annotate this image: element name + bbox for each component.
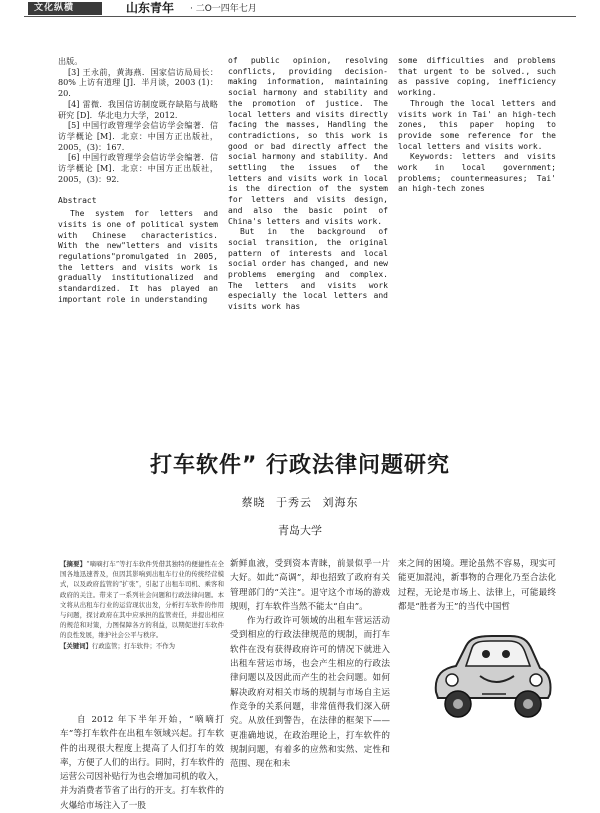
- abstract-paragraph: of public opinion, resolving conflicts, providing decision-making information, maintaining social harmony and stability and the promotion of justice. The local letters and visits directly facing the masses, Handling the contradictions, so this work is good or bad directly affect the social harmony and stability. And settling the issues of the letters and visits work in local is the direction of the system for letters and visits design, and also the basic point of China's letters and visits work.: [228, 56, 388, 226]
- body-paragraph: 作为行政许可领域的出租车营运活动受到相应的行政法律规范的规制，而打车软件在没有获得政府许可的情况下就进入出租车营运市场，也会产生相应的行政法律问题以及因此而产生的社会问题。如何解决政府对相关市场的规制与市场自主运作竞争的关系问题，非常值得我们深入研究。从放任到警告，在法律的框架下——更准确地说，在政治理论上，打车软件的规制问题，有着多的应然和实然、定性和范围、现在和未: [230, 616, 390, 770]
- abstract-body: “嘀嘀打车”等打车软件凭借其独特的便捷性在全国各地迅速普及，但因其影响到出租车行业的传统经营模式，以及政府监管的“扩张”，引起了出租车司机、乘客和政府的关注。带来了一系列社会问题和行政法律问题。本文将从出租车行业的运营现状出发，分析打车软件的作用与问题，探讨政府在其中应承担的监管责任，并提出相应的规范和对策，力图保障各方的利益，以期促进打车软件的良性发展，维护社会公平与秩序。: [60, 560, 224, 640]
- body-column-1: [60, 713, 224, 813]
- car-headlight-icon: [530, 674, 542, 686]
- journal-name: 山东青年: [126, 1, 175, 15]
- abstract-text: The system for letters and visits is one of political system with Chinese characteristics. With the new"letters and visits regulations"promulgated in 2005, the letters and visits work is gradually institutionalized and standardized. It has played an important role in understanding: [58, 209, 218, 304]
- body-paragraph: 自 2012 年下半年开始，“嘀嘀打车”等打车软件在出租车领域兴起。打车软件的出现很大程度上提高了人们打车的效率，方便了人们的出行。同时，打车软件的运营公司因补贴行为也会增加司机的收入，并为消费者节省了出行的开支。打车软件的火爆给市场注入了一股: [60, 715, 224, 811]
- car-eye-icon: [482, 650, 490, 658]
- abstract-column-2: [228, 56, 388, 313]
- article-title: 打车软件” 行政法律问题研究: [149, 453, 451, 478]
- article-abstract-text: [60, 559, 224, 641]
- abstract-paragraph: some difficulties and problems that urgent to be solved., such as passive coping, inefficiency working.: [398, 56, 556, 98]
- car-illustration: [422, 624, 556, 724]
- abstract-paragraph: But in the background of social transition, the original pattern of interests and local social order has changed, and new problems emerging and complex. The letters and visits work especially the local letters and visits work has: [228, 227, 388, 312]
- article-authors: 蔡晓 于秀云 刘海东: [241, 496, 359, 509]
- reference-item: [6] 中国行政管理学会信访学会编著．信访学概论 [M]．北京：中国方正出版社，2005，(3)：92.: [58, 152, 218, 184]
- car-headlight-icon: [446, 674, 458, 686]
- body-column-2: [230, 557, 390, 771]
- abstract-column-3: [398, 56, 556, 195]
- abstract-label: 【摘要】: [60, 560, 87, 568]
- abstract-paragraph: Through the local letters and visits work in Tai' an high-tech zones, this paper hoping to provide some reference for the local letters and visits work.: [398, 98, 556, 151]
- car-hubcap-icon: [523, 699, 533, 709]
- issue-date: · 二O一四年七月: [190, 4, 257, 14]
- reference-item: [4] 雷微．我国信访制度既存缺陷与战略研究 [D]．华北电力大学，2012.: [58, 98, 218, 120]
- keywords-label: 【关键词】: [60, 641, 92, 650]
- abstract-heading: Abstract: [58, 196, 97, 206]
- keywords-body: 行政监管；打车软件；不作为: [91, 641, 176, 650]
- abstract-keywords: Keywords: letters and visits work in local government; problems; countermeasures; Tai' an high-tech zones: [398, 152, 556, 194]
- car-eye-icon: [502, 650, 510, 658]
- section-tag: 文化纵横: [28, 2, 102, 15]
- running-header: [0, 0, 600, 16]
- body-column-3: [398, 557, 556, 614]
- header-rule: [24, 16, 576, 17]
- reference-item: [3] 王永前，黄海燕．国家信访局局长：80% 上访有道理 [J]．半月谈，2003 (1)：20.: [58, 66, 218, 99]
- article-abstract: [60, 559, 224, 651]
- article-keywords: [60, 641, 224, 651]
- body-paragraph: 新鲜血液，受到资本青睐，前景似乎一片大好。如此“高调”，却也招致了政府有关管理部门的“关注”。退守这个市场的游戏规则，打车软件当然不能太“自由”。: [230, 559, 390, 612]
- article-affiliation: 青岛大学: [278, 524, 322, 537]
- reference-item: 出版。: [58, 56, 83, 66]
- reference-item: [5] 中国行政管理学会信访学会编著．信访学概论 [M]．北京：中国方正出版社，2005，(3)：167.: [58, 120, 218, 152]
- car-hubcap-icon: [453, 699, 463, 709]
- references-column: [58, 56, 218, 305]
- body-paragraph: 来之间的困境。理论虽然不容易，现实可能更加混沌，新事物的合理化乃至合法化过程，无论是市场上、法律上，可能最终都是“胜者为王”的当代中国哲: [398, 559, 556, 612]
- car-windshield-icon: [466, 641, 530, 666]
